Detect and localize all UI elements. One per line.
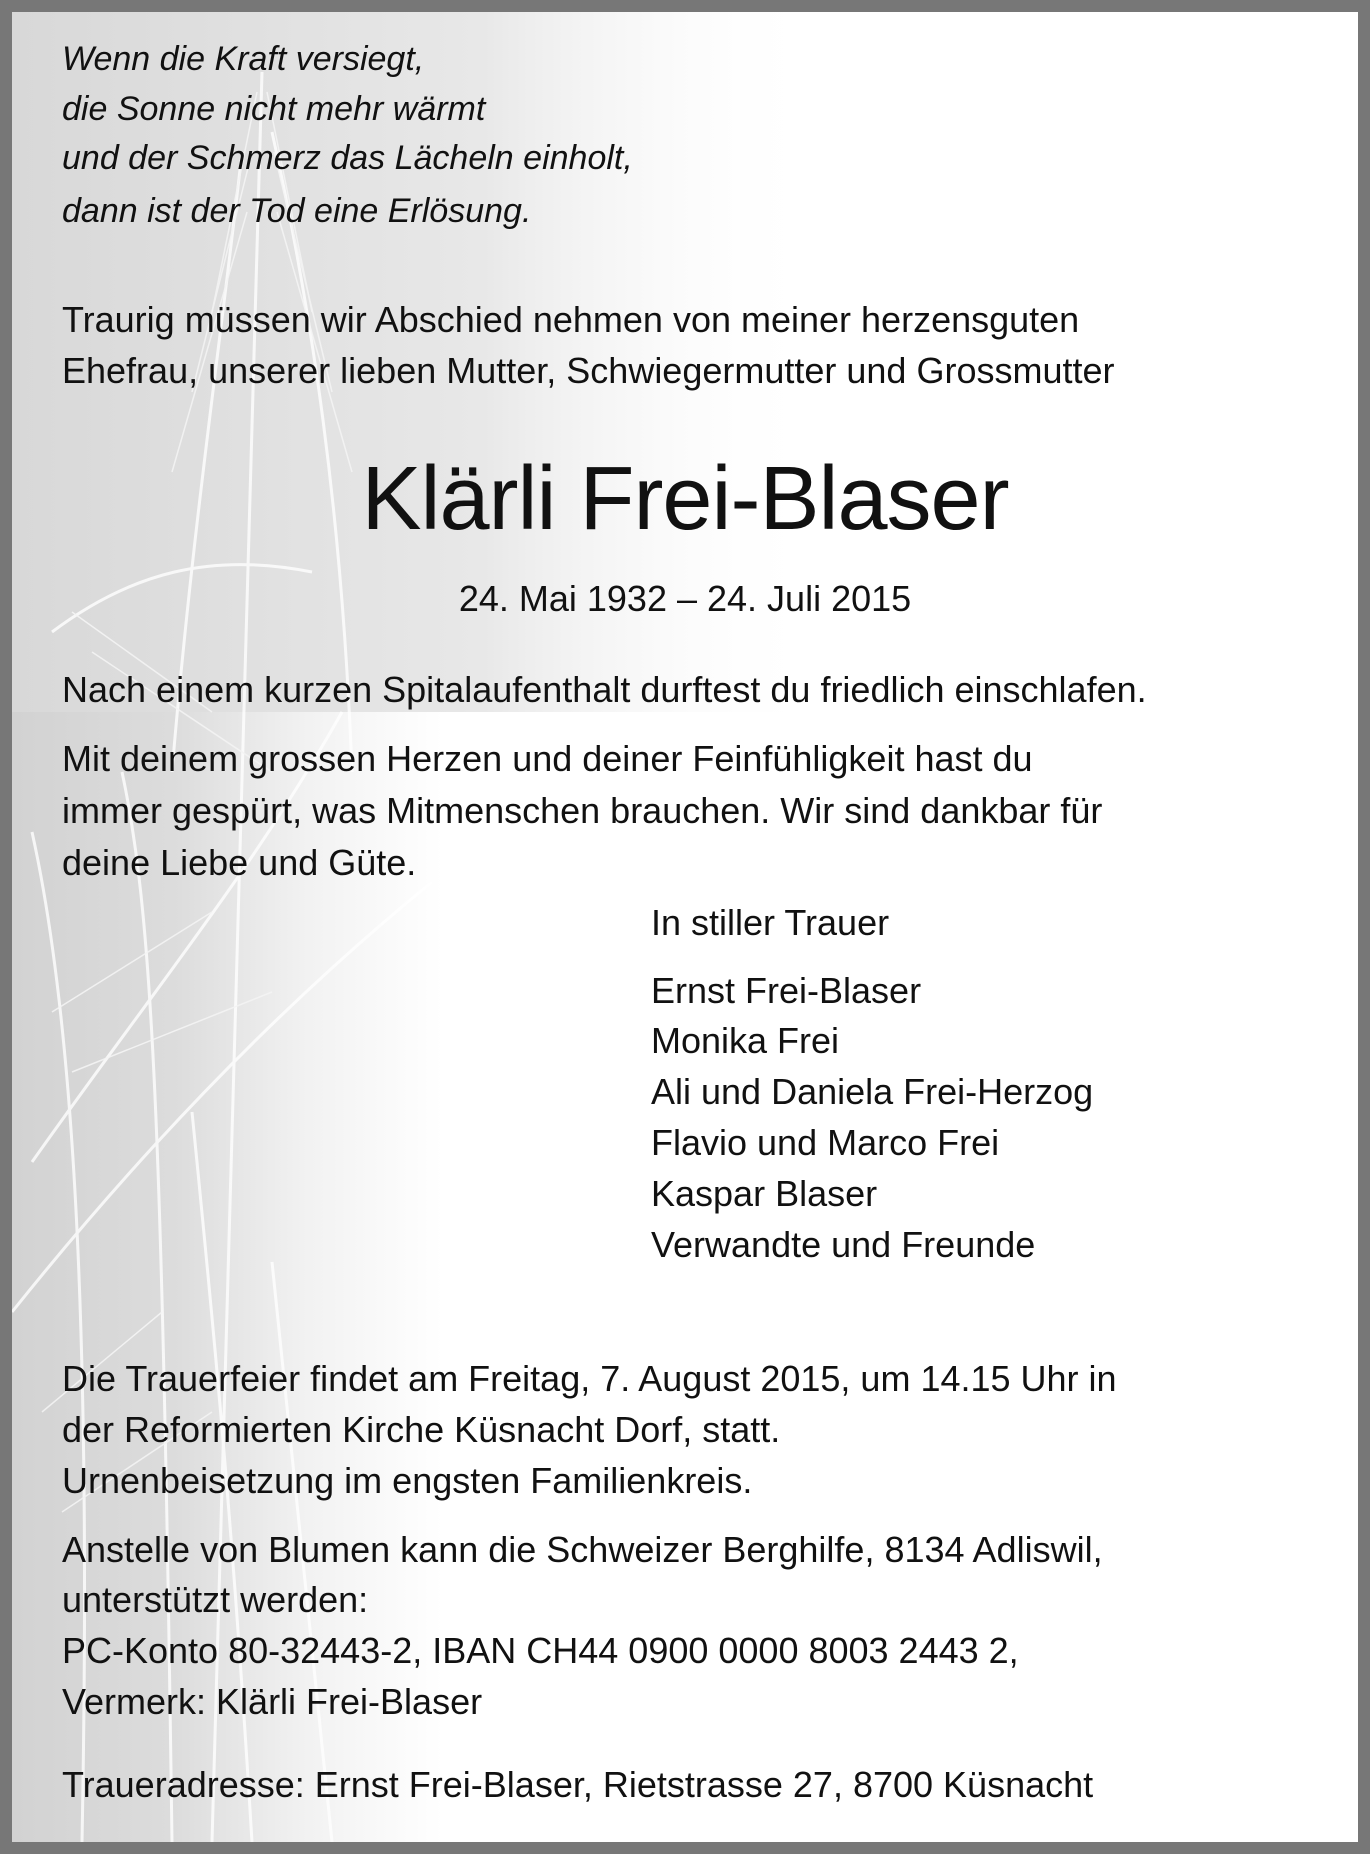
life-dates: 24. Mai 1932 – 24. Juli 2015 <box>458 578 912 619</box>
mourning-address: Traueradresse: Ernst Frei-Blaser, Rietstrasse 27, 8700 Küsnacht <box>62 1764 1094 1805</box>
obituary-page <box>12 12 1358 1842</box>
mourner-name: Kaspar Blaser <box>651 1173 878 1214</box>
tribute-line: deine Liebe und Güte. <box>62 842 417 883</box>
mourner-name: Ernst Frei-Blaser <box>651 970 922 1011</box>
poem-line: und der Schmerz das Lächeln einholt, <box>62 139 633 177</box>
mourner-name: Verwandte und Freunde <box>651 1224 1036 1265</box>
mourner-name: Monika Frei <box>651 1020 840 1061</box>
donation-line: Vermerk: Klärli Frei-Blaser <box>62 1681 483 1722</box>
mourner-name: Ali und Daniela Frei-Herzog <box>651 1071 1094 1112</box>
service-line: Urnenbeisetzung im engsten Familienkreis. <box>62 1460 753 1501</box>
service-line: Die Trauerfeier findet am Freitag, 7. August 2015, um 14.15 Uhr in <box>62 1358 1117 1399</box>
tribute-line: immer gespürt, was Mitmenschen brauchen. Wir sind dankbar für <box>62 790 1103 831</box>
mourner-name: Flavio und Marco Frei <box>651 1122 1000 1163</box>
donation-line: PC-Konto 80-32443-2, IBAN CH44 0900 0000 8003 2443 2, <box>62 1630 1019 1671</box>
intro-line: Ehefrau, unserer lieben Mutter, Schwiegermutter und Grossmutter <box>62 350 1115 391</box>
passing-message: Nach einem kurzen Spitalaufenthalt durftest du friedlich einschlafen. <box>62 669 1147 710</box>
deceased-name: Klärli Frei-Blaser <box>361 449 1009 549</box>
poem-line: Wenn die Kraft versiegt, <box>62 40 425 78</box>
intro-line: Traurig müssen wir Abschied nehmen von meiner herzensguten <box>62 299 1080 340</box>
poem-line: dann ist der Tod eine Erlösung. <box>62 192 532 230</box>
poem-line: die Sonne nicht mehr wärmt <box>62 90 486 128</box>
donation-line: Anstelle von Blumen kann die Schweizer Berghilfe, 8134 Adliswil, <box>62 1529 1103 1570</box>
service-line: der Reformierten Kirche Küsnacht Dorf, statt. <box>62 1409 781 1450</box>
mourners-heading: In stiller Trauer <box>651 902 890 943</box>
tribute-line: Mit deinem grossen Herzen und deiner Feinfühligkeit hast du <box>62 738 1033 779</box>
donation-line: unterstützt werden: <box>62 1579 369 1620</box>
